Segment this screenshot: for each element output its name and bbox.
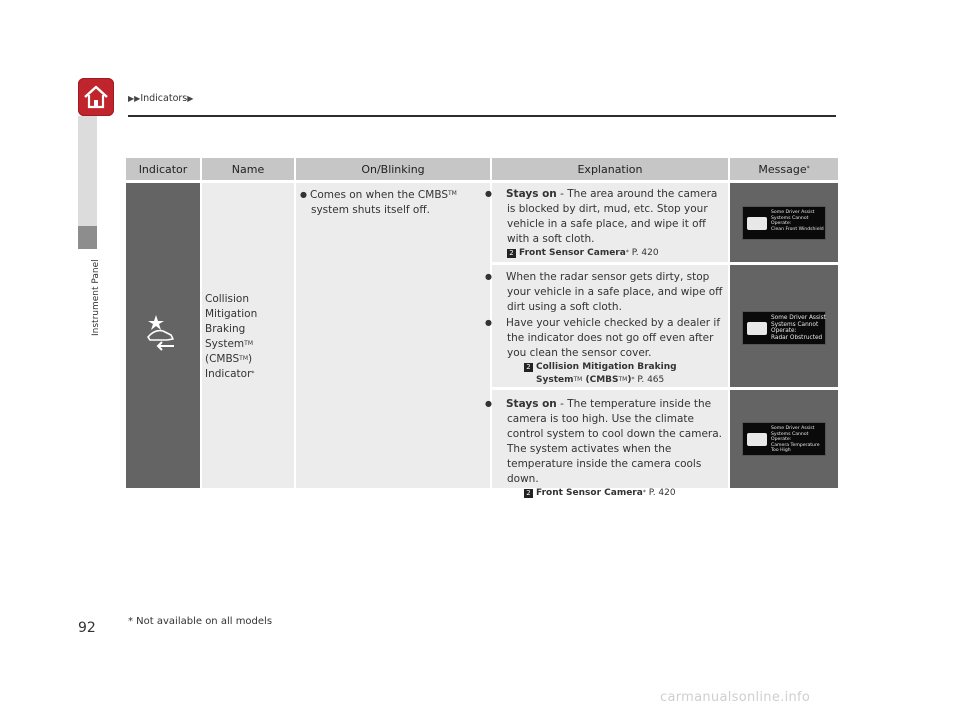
col-header-message-star: *	[806, 164, 810, 172]
col-header-explanation: Explanation	[492, 158, 728, 180]
col-header-on-blinking: On/Blinking	[296, 158, 490, 180]
name-line-3: Braking	[205, 323, 246, 335]
on-blinking-text: ● Comes on when the CMBS™ system shuts itself off.	[300, 189, 457, 216]
col-header-message-label: Message	[758, 162, 807, 176]
col-header-indicator: Indicator	[126, 158, 200, 180]
watermark: carmanualsonline.info	[660, 690, 811, 705]
side-tab-marker	[78, 226, 97, 249]
message-cell-1	[730, 183, 838, 262]
bullet-icon: ●	[485, 318, 492, 327]
page-number: 92	[78, 620, 96, 636]
message-display-camera-temperature	[742, 422, 826, 456]
section-label: Instrument Panel	[91, 259, 101, 336]
name-line-6: Indicator*	[205, 368, 255, 380]
footnote: * Not available on all models	[128, 616, 273, 627]
ref-front-sensor-camera-2[interactable]: 2 Front Sensor Camera* P. 420	[496, 487, 728, 500]
message-display-radar-obstructed	[742, 311, 826, 345]
camera-icon	[747, 217, 767, 230]
name-line-1: Collision	[205, 293, 249, 305]
col-header-name: Name	[202, 158, 294, 180]
bullet-icon: ●	[485, 189, 492, 198]
side-tab-light	[78, 116, 97, 226]
col-header-message	[730, 158, 838, 180]
bullet-icon: ●	[300, 190, 307, 199]
breadcrumb-link-indicators[interactable]: Indicators	[140, 93, 188, 104]
name-line-2: Mitigation	[205, 308, 258, 320]
name-line-5: (CMBS™)	[205, 353, 253, 365]
header-rule	[128, 115, 836, 117]
indicator-cell	[126, 183, 200, 488]
ref-front-sensor-camera-1[interactable]: 2 Front Sensor Camera* P. 420	[496, 247, 728, 260]
name-line-4: System™	[205, 338, 253, 350]
cmbs-indicator-icon	[146, 313, 182, 353]
breadcrumb-arrows: ▶▶	[128, 94, 141, 103]
bullet-icon: ●	[485, 272, 492, 281]
message-cell-3	[730, 390, 838, 488]
camera-temperature-icon	[747, 433, 767, 446]
radar-icon	[747, 322, 767, 335]
indicator-name	[205, 292, 257, 382]
message-text-3: Some Driver Assist Systems Cannot Operate: Camera Temperature Too High	[771, 426, 820, 454]
breadcrumb	[128, 93, 193, 104]
message-display-clean-windshield	[742, 206, 826, 240]
explanation-2: ● When the radar sensor gets dirty, stop your vehicle in a safe place, and wipe off dirt using a soft cloth. ● Have your vehicle checked by a dealer if the indicator does not go off even after you clean the sensor cover. 2 Collision Mitigation Braking System™ (CMBS™)* P. 465	[496, 269, 728, 387]
home-button[interactable]	[78, 78, 114, 116]
home-icon	[81, 82, 111, 112]
on-blinking-cell	[296, 183, 490, 488]
bullet-icon: ●	[485, 399, 492, 408]
breadcrumb-tail-arrow: ▶	[187, 94, 194, 103]
message-text-2: Some Driver Assist Systems Cannot Operate: Radar Obstructed	[771, 315, 826, 341]
explanation-1: ● Stays on - The area around the camera is blocked by dirt, mud, etc. Stop your vehicle in a safe place, and wipe it off with a soft cloth. 2 Front Sensor Camera* P. 420	[496, 186, 728, 260]
reference-arrow-icon: 2	[524, 489, 533, 498]
message-text-1: Some Driver Assist Systems Cannot Operate: Clean Front Windshield	[771, 210, 824, 232]
reference-arrow-icon: 2	[507, 249, 516, 258]
ref-cmbs[interactable]: 2 Collision Mitigation Braking System™ (CMBS™)* P. 465	[496, 361, 728, 387]
explanation-3: ● Stays on - The temperature inside the camera is too high. Use the climate control system to cool down the camera. The system activates when the temperature inside the camera cools down. 2 Front Sensor Camera* P. 420	[496, 396, 728, 500]
message-cell-2	[730, 265, 838, 387]
reference-arrow-icon: 2	[524, 363, 533, 372]
